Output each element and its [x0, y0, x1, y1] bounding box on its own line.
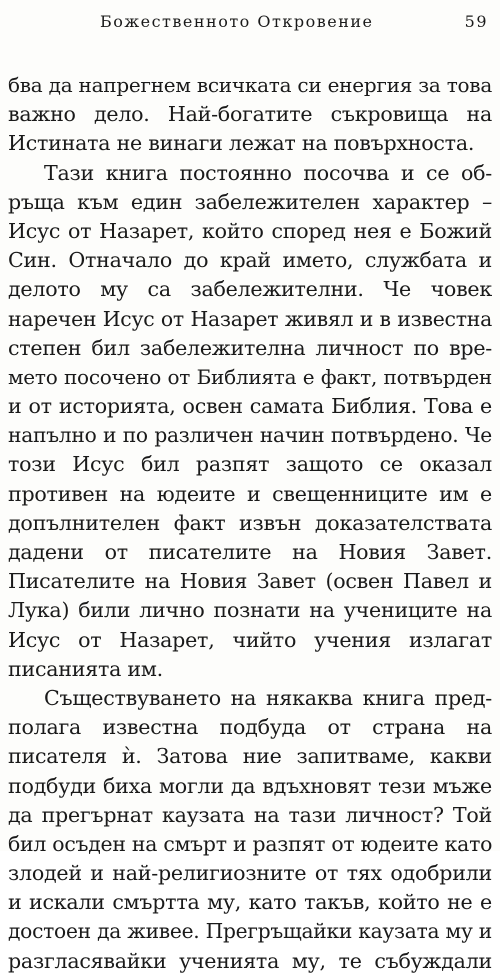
- text-line: този Исус бил разпят защото се оказал: [8, 452, 492, 477]
- text-line: и искали смъртта му, като такъв, който не е: [8, 890, 492, 915]
- text-line: ръща към един забележителен характер –: [8, 189, 492, 214]
- text-line: Лука) били лично познати на учениците на: [8, 598, 492, 623]
- text-line: писателя ѝ. Затова ние запитваме, какви: [8, 744, 492, 769]
- text-line: писанията им.: [8, 656, 163, 681]
- text-line: напълно и по различен начин потвърдено. Че: [8, 423, 492, 448]
- text-line: злодей и най-религиозните от тях одобрили: [8, 861, 492, 886]
- running-head: [100, 12, 488, 36]
- text-line: Тази книга постоянно посочва и се об-: [44, 160, 492, 185]
- paragraph: [8, 71, 492, 159]
- text-line: бва да напрегнем всичката си енергия за това: [8, 73, 492, 97]
- text-line: бил осъден на смърт и разпят от юдеите като: [8, 831, 493, 856]
- text-line: и от историята, освен самата Библия. Това е: [8, 394, 492, 419]
- text-line: Истината не винаги лежат на повърхноста.: [8, 131, 475, 156]
- running-title: Божественното Откровение: [100, 12, 374, 31]
- text-line: да прегърнат каузата на тази личност? Той: [8, 802, 492, 827]
- text-line: Писателите на Новия Завет (освен Павел и: [8, 569, 492, 594]
- text-line: Исус от Назарет, чийто учения излагат: [8, 627, 492, 652]
- text-line: степен бил забележителна личност по вре-: [8, 335, 492, 360]
- text-line: разгласявайки ученията му, те събуждали: [8, 948, 492, 973]
- paragraph: [8, 159, 492, 684]
- body-text: [8, 71, 492, 976]
- text-line: важно дело. Най-богатите съкровища на: [8, 102, 492, 127]
- text-line: Исус от Назарет, който според нея е Божий: [8, 218, 492, 243]
- text-line: полага известна подбуда от страна на: [8, 715, 492, 740]
- text-line: наречен Исус от Назарет живял и в известна: [8, 306, 492, 331]
- text-line: достоен да живее. Прегръщайки каузата му и: [8, 919, 492, 944]
- text-line: Съществуването на някаква книга пред-: [44, 685, 492, 710]
- paragraph: [8, 684, 492, 976]
- text-line: мето посочено от Библията е факт, потвърден: [8, 364, 492, 389]
- text-line: подбуди биха могли да вдъхновят тези мъже: [8, 773, 492, 798]
- text-line: допълнителен факт извън доказателствата: [8, 510, 492, 535]
- text-line: делото му са забележителни. Че човек: [8, 277, 492, 302]
- page-number: 59: [464, 12, 488, 31]
- text-line: дадени от писателите на Новия Завет.: [8, 540, 492, 564]
- text-line: противен на юдеите и свещенниците им е: [8, 481, 492, 506]
- text-line: Син. Отначало до край името, службата и: [8, 248, 492, 273]
